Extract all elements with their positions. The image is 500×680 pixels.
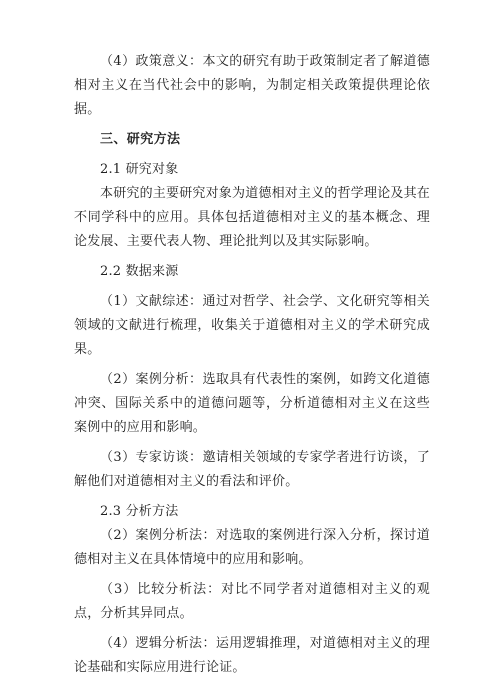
paragraph-comparative-analysis: （3）比较分析法：对比不同学者对道德相对主义的观点，分析其异同点。 [74, 582, 430, 621]
subheading-data-source: 2.2 数据来源 [100, 264, 179, 279]
paragraph-case-analysis: （2）案例分析：选取具有代表性的案例，如跨文化道德冲突、国际关系中的道德问题等，分析道德相对主义在这些案例中的应用和影响。 [74, 372, 430, 435]
paragraph-research-object: 本研究的主要研究对象为道德相对主义的哲学理论及其在不同学科中的应用。具体包括道德相对主义的基本概念、理论发展、主要代表人物、理论批判以及其实际影响。 [74, 186, 431, 249]
section-heading-research-methods: 三、研究方法 [100, 132, 181, 147]
subheading-analysis-method: 2.3 分析方法 [100, 504, 179, 519]
paragraph-policy-significance: （4）政策意义：本文的研究有助于政策制定者了解道德相对主义在当代社会中的影响，为制定相关政策提供理论依据。 [74, 54, 430, 117]
document-body [74, 50, 430, 680]
paragraph-logical-analysis: （4）逻辑分析法：运用逻辑推理，对道德相对主义的理论基础和实际应用进行论证。 [74, 636, 430, 675]
paragraph-case-analysis-method: （2）案例分析法：对选取的案例进行深入分析，探讨道德相对主义在具体情境中的应用和影响。 [74, 528, 430, 567]
subheading-research-object: 2.1 研究对象 [100, 162, 179, 177]
paragraph-literature-review: （1）文献综述：通过对哲学、社会学、文化研究等相关领域的文献进行梳理，收集关于道德相对主义的学术研究成果。 [74, 294, 430, 357]
paragraph-expert-interview: （3）专家访谈：邀请相关领域的专家学者进行访谈，了解他们对道德相对主义的看法和评价。 [74, 450, 430, 489]
